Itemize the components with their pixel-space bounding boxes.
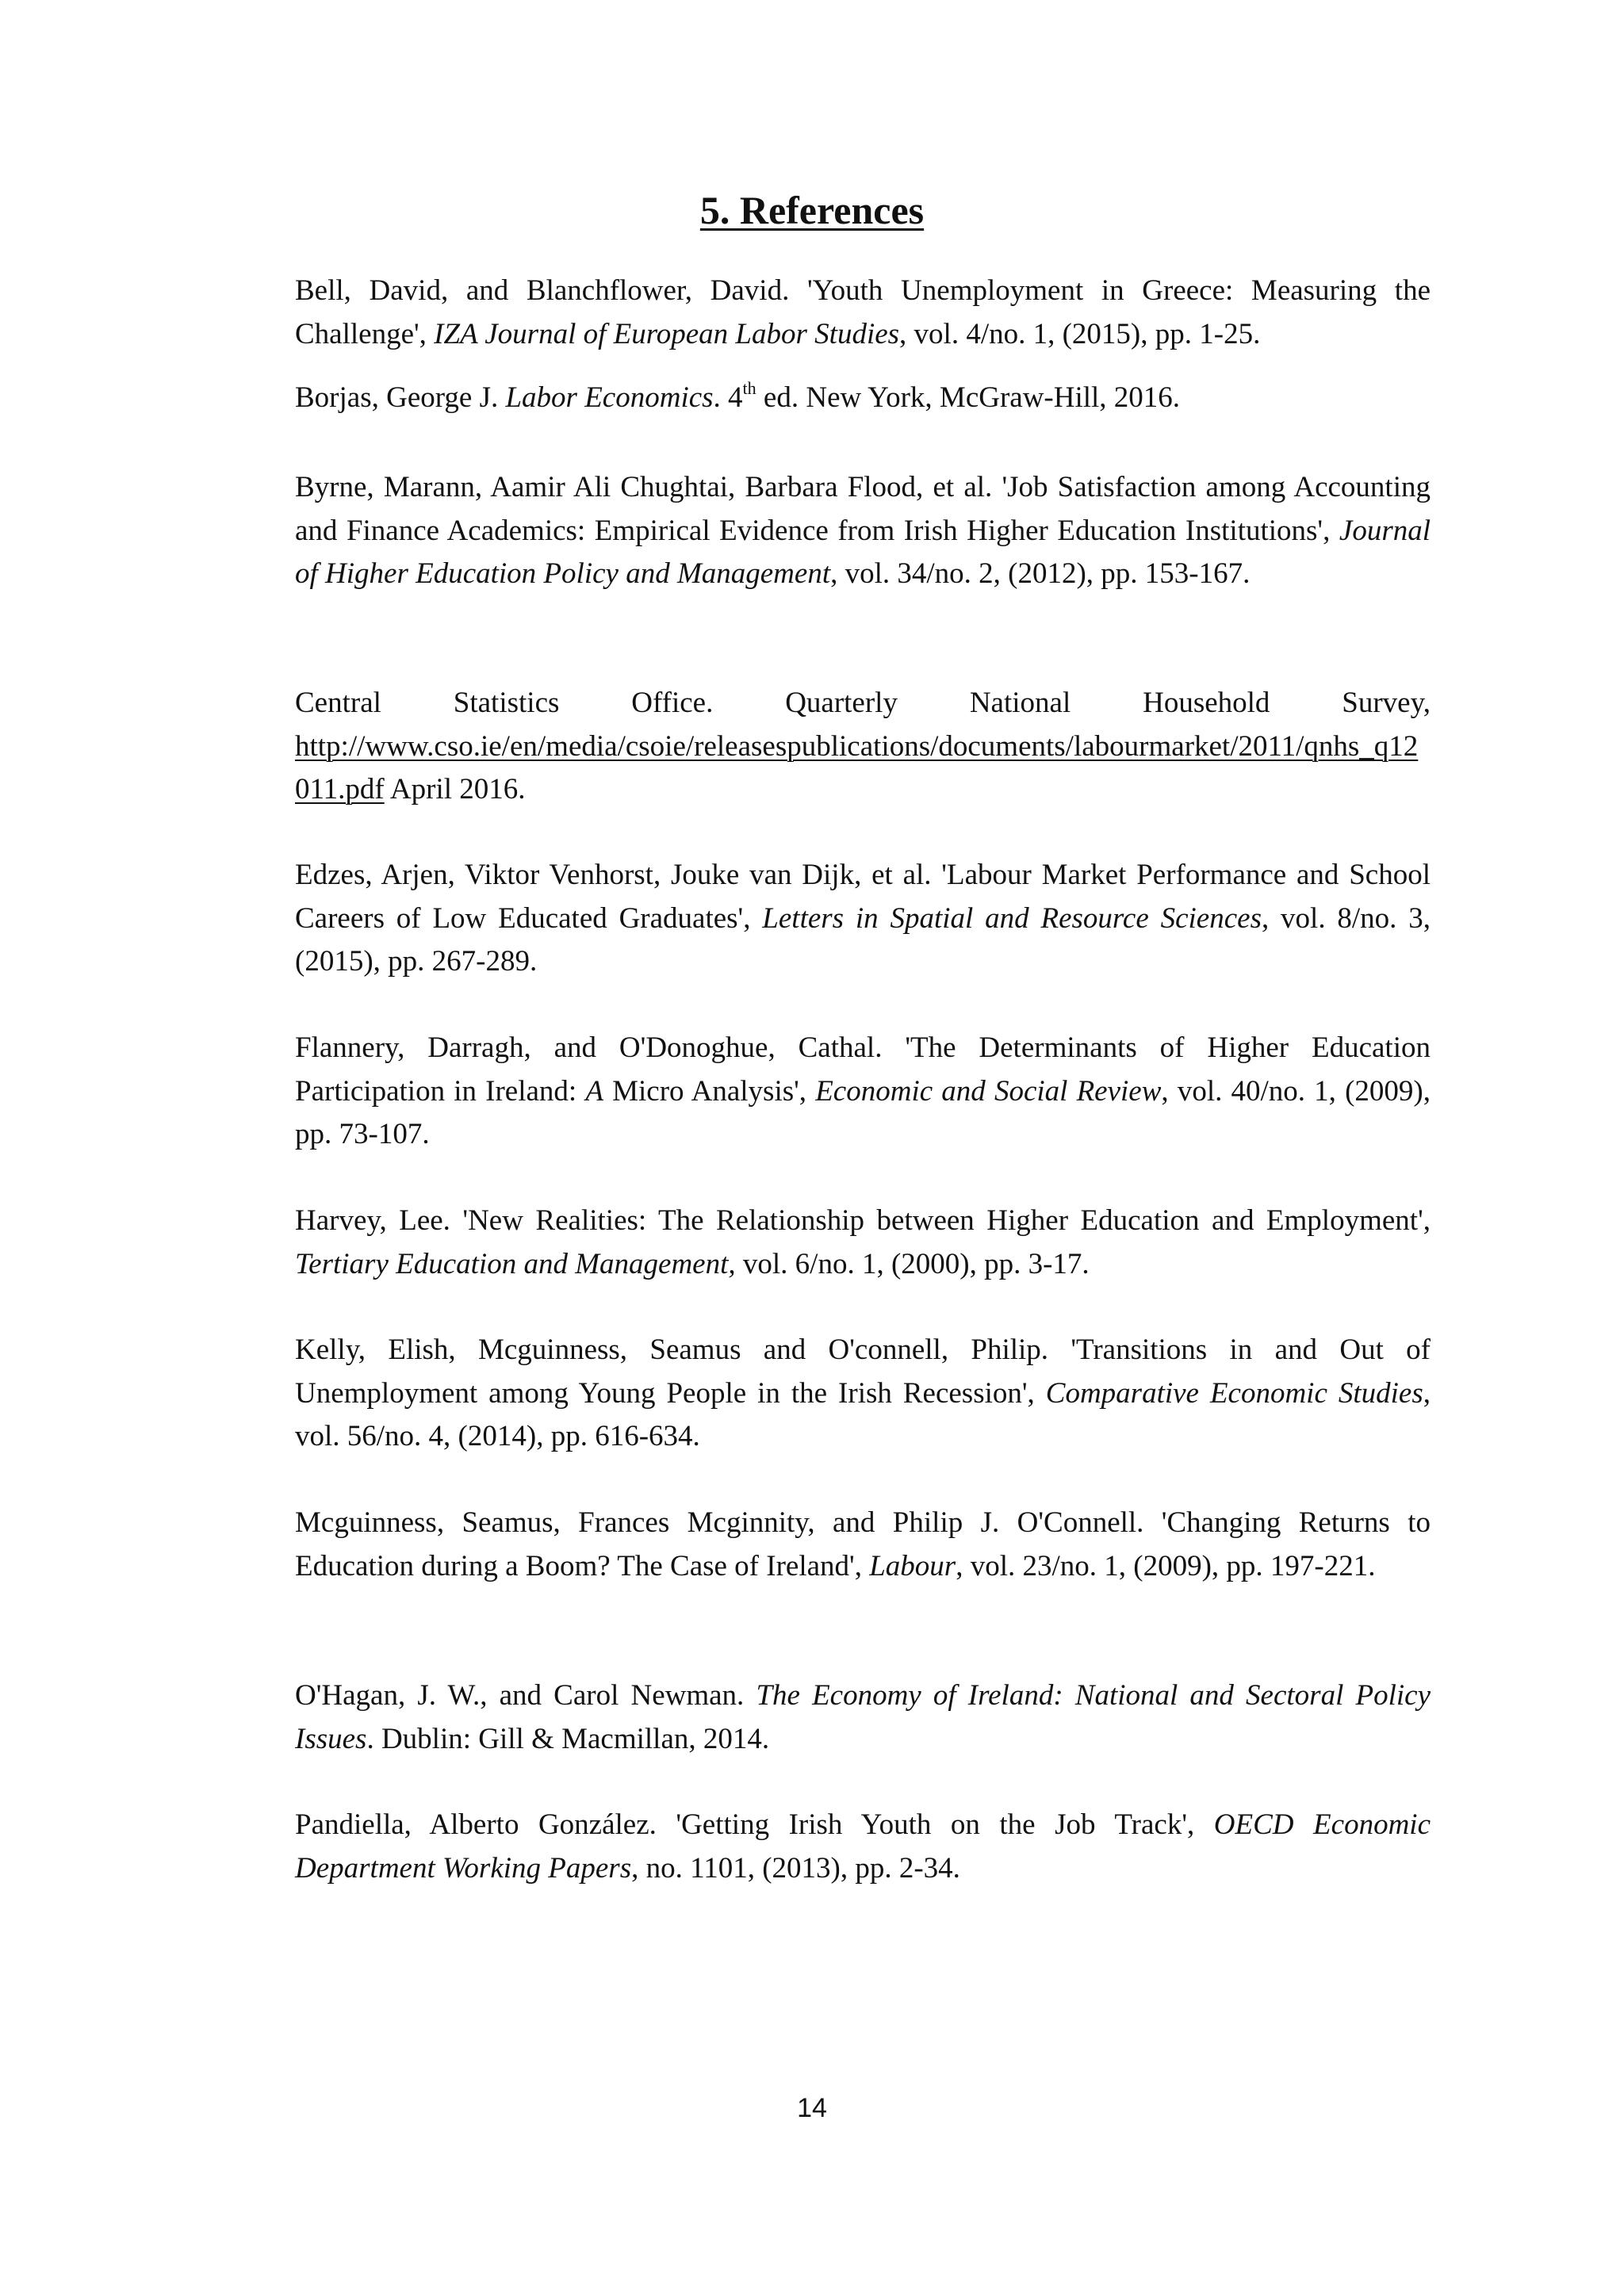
reference-details: vol. 6/no. 1, (2000), pp. 3-17. — [735, 1247, 1090, 1280]
reference-word: Statistics — [453, 687, 560, 719]
reference-word: Central — [295, 687, 381, 719]
reference-item — [295, 1804, 1431, 1890]
reference-italic-word: A — [585, 1074, 603, 1108]
reference-item — [295, 854, 1431, 984]
reference-details: , vol. 40/no. 1, (2009), pp. 73-107. — [295, 1074, 1431, 1150]
reference-details: , vol. 4/no. 1, (2015), pp. 1-25. — [899, 317, 1261, 350]
reference-text: Micro Analysis', — [603, 1074, 816, 1108]
reference-text: Edzes, Arjen, Viktor Venhorst, Jouke van Dijk, et al. 'Labour Market Performance and School Careers of Low Educated Graduates', — [295, 859, 1431, 935]
reference-details: , no. 1101, (2013), pp. 2-34. — [631, 1851, 960, 1885]
reference-item — [295, 466, 1431, 596]
reference-text: Byrne, Marann, Aamir Ali Chughtai, Barbara Flood, et al. 'Job Satisfaction among Accounting and Finance Academics: Empirical Evidence from Irish Higher Education Institutions', — [295, 471, 1431, 547]
reference-source-title: OECD Economic Department Working Papers — [295, 1808, 1431, 1885]
reference-details: . Dublin: Gill & Macmillan, 2014. — [366, 1722, 770, 1755]
reference-item — [295, 1674, 1431, 1761]
reference-details: April 2016. — [384, 773, 526, 806]
reference-text: Mcguinness, Seamus, Frances Mcginnity, and Philip J. O'Connell. 'Changing Returns to Education during a Boom? The Case of Ireland', — [295, 1506, 1431, 1582]
reference-details: , vol. 34/no. 2, (2012), pp. 153-167. — [830, 557, 1251, 590]
reference-item — [295, 1027, 1431, 1157]
reference-item — [295, 377, 1180, 420]
page-title: 5. References — [699, 188, 925, 232]
reference-word: Survey, — [1342, 687, 1431, 719]
reference-source-title: Comparative Economic Studies — [1045, 1376, 1423, 1410]
reference-text: O'Hagan, J. W., and Carol Newman. — [295, 1679, 756, 1712]
reference-source-title: Tertiary Education and Management, — [295, 1247, 736, 1280]
reference-item — [295, 270, 1431, 356]
reference-source-title: Economic and Social Review — [815, 1074, 1162, 1108]
reference-word: Quarterly — [785, 687, 898, 719]
reference-word: Office. — [631, 687, 714, 719]
reference-item — [295, 1200, 1431, 1286]
reference-details: , vol. 8/no. 3, (2015), pp. 267-289. — [295, 901, 1431, 978]
reference-source-title: Journal of Higher Education Policy and Management — [295, 514, 1431, 590]
reference-details: , vol. 23/no. 1, (2009), pp. 197-221. — [956, 1549, 1376, 1582]
reference-text: Borjas, George J. — [295, 381, 506, 414]
reference-word: Household — [1143, 687, 1270, 719]
reference-item — [295, 682, 1431, 812]
superscript: th — [742, 378, 756, 398]
reference-source-title: Letters in Spatial and Resource Sciences — [762, 901, 1262, 935]
reference-url-link[interactable]: http://www.cso.ie/en/media/csoie/releasespublications/documents/labourmarket/2011/qnhs_q12011.pdf — [295, 729, 1419, 806]
reference-text: Pandiella, Alberto González. 'Getting Irish Youth on the Job Track', — [295, 1808, 1214, 1841]
reference-source-title: The Economy of Ireland: National and Sectoral Policy Issues — [295, 1679, 1431, 1755]
page-number: 14 — [797, 2093, 827, 2123]
reference-text — [295, 682, 1431, 725]
reference-details: , vol. 56/no. 4, (2014), pp. 616-634. — [295, 1376, 1431, 1452]
reference-word: National — [969, 687, 1071, 719]
reference-source-title: IZA Journal of European Labor Studies — [434, 317, 900, 350]
reference-text: Flannery, Darragh, and O'Donoghue, Cathal. 'The Determinants of Higher Education Participation in Ireland: — [295, 1031, 1431, 1108]
reference-text: Kelly, Elish, Mcguinness, Seamus and O'connell, Philip. 'Transitions in and Out of Unemployment among Young People in the Irish Recession', — [295, 1334, 1431, 1410]
reference-text: Harvey, Lee. 'New Realities: The Relationship between Higher Education and Employment', — [295, 1204, 1431, 1237]
reference-source-title: Labor Economics — [505, 381, 714, 414]
reference-details: . 4 — [713, 381, 743, 414]
reference-details: ed. New York, McGraw-Hill, 2016. — [756, 381, 1181, 414]
reference-item — [295, 1502, 1431, 1588]
reference-text: Bell, David, and Blanchflower, David. 'Youth Unemployment in Greece: Measuring the Challenge', — [295, 274, 1431, 350]
reference-item — [295, 1329, 1431, 1459]
reference-source-title: Labour — [869, 1549, 956, 1582]
